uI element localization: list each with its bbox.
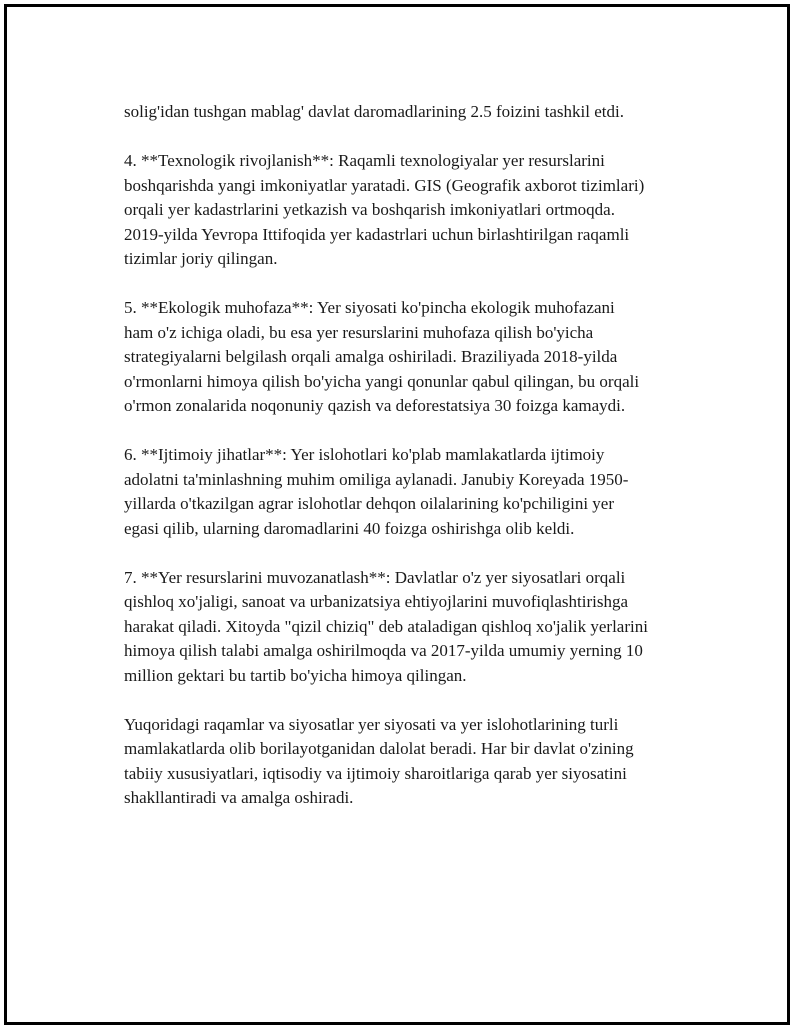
text-line: qishloq xo'jaligi, sanoat va urbanizatsiya ehtiyojlarini muvofiqlashtirishga: [124, 592, 628, 611]
text-line: strategiyalarni belgilash orqali amalga oshiriladi. Braziliyada 2018-yilda: [124, 347, 618, 366]
text-line: million gektari bu tartib bo'yicha himoya qilingan.: [124, 665, 467, 685]
document-body: [124, 100, 694, 835]
paragraph-land-balance: [124, 566, 694, 689]
page-frame: [4, 4, 790, 1025]
text-line: ham o'z ichiga oladi, bu esa yer resurslarini muhofaza qilish bo'yicha: [124, 322, 594, 342]
text-line: harakat qiladi. Xitoyda "qizil chiziq" deb ataladigan qishloq xo'jalik yerlarini: [124, 616, 648, 636]
text-line: boshqarishda yangi imkoniyatlar yaratadi. GIS (Geografik axborot tizimlari): [124, 175, 645, 195]
text-line: 6. **Ijtimoiy jihatlar**: Yer islohotlari ko'plab mamlakatlarda ijtimoiy: [124, 445, 605, 464]
text-line: shakllantiradi va amalga oshiradi.: [124, 788, 354, 807]
text-line: solig'idan tushgan mablag' davlat daromadlarining 2.5 foizini tashkil etdi.: [124, 102, 624, 121]
paragraph-conclusion: [124, 713, 694, 811]
text-line: egasi qilib, ularning daromadlarini 40 foizga oshirishga olib keldi.: [124, 518, 575, 538]
text-line: 7. **Yer resurslarini muvozanatlash**: Davlatlar o'z yer siyosatlari orqali: [124, 567, 626, 587]
text-line: 2019-yilda Yevropa Ittifoqida yer kadastrlari uchun birlashtirilgan raqamli: [124, 224, 630, 244]
text-line: mamlakatlarda olib borilayotganidan dalolat beradi. Har bir davlat o'zining: [124, 739, 634, 758]
text-line: o'rmonlarni himoya qilish bo'yicha yangi qonunlar qabul qilingan, bu orqali: [124, 371, 640, 391]
text-line: 5. **Ekologik muhofaza**: Yer siyosati ko'pincha ekologik muhofazani: [124, 298, 615, 317]
text-line: tizimlar joriy qilingan.: [124, 249, 278, 268]
paragraph-technological-development: [124, 149, 694, 272]
text-line: orqali yer kadastrlarini yetkazish va boshqarish imkoniyatlari ortmoqda.: [124, 200, 615, 219]
text-line: tabiiy xususiyatlari, iqtisodiy va ijtimoiy sharoitlariga qarab yer siyosatini: [124, 763, 627, 783]
text-line: adolatni ta'minlashning muhim omiliga aylanadi. Janubiy Koreyada 1950-: [124, 469, 629, 489]
text-line: himoya qilish talabi amalga oshirilmoqda va 2017-yilda umumiy yerning 10: [124, 641, 643, 660]
text-line: Yuqoridagi raqamlar va siyosatlar yer siyosati va yer islohotlarining turli: [124, 714, 619, 734]
text-line: 4. **Texnologik rivojlanish**: Raqamli texnologiyalar yer resurslarini: [124, 151, 605, 170]
text-line: o'rmon zonalarida noqonuniy qazish va deforestatsiya 30 foizga kamaydi.: [124, 396, 626, 415]
paragraph-ecological-protection: [124, 296, 694, 419]
paragraph-social-aspects: [124, 443, 694, 541]
text-line: yillarda o'tkazilgan agrar islohotlar dehqon oilalarining ko'pchiligini yer: [124, 494, 615, 513]
paragraph-tax-revenue: [124, 100, 694, 125]
